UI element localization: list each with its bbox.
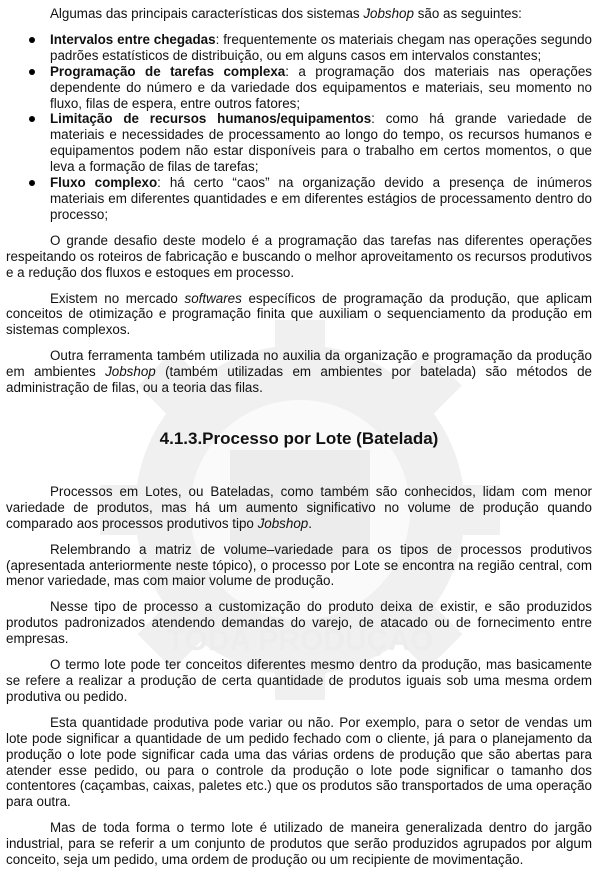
paragraph: Relembrando a matriz de volume–variedade para os tipos de processos produtivos (apresentada anteriormente neste tópico), o processo por Lote se encontra na região central, com menor variedade, mas com maior volume de produção. <box>6 541 592 589</box>
paragraph: Existem no mercado softwares específicos de programação da produção, que aplicam conceitos de otimização e programação finita que auxiliam o sequenciamento da produção em sistemas complexos. <box>6 290 592 338</box>
watermark-text: TODA PRODUÇÃO <box>166 624 434 657</box>
paragraph: Nesse tipo de processo a customização do produto deixa de existir, e são produzidos produtos padronizados atendendo demandas do varejo, de atacado ou de fornecimento entre empresas. <box>6 599 592 647</box>
paragraph: Processos em Lotes, ou Bateladas, como também são conhecidos, lidam com menor variedade de produtos, mas há um aumento significativo no volume de produção quando comparado aos processos produtivos tipo Jobshop. <box>6 483 592 531</box>
intro-paragraph: Algumas das principais características dos sistemas Jobshop são as seguintes: <box>50 6 522 21</box>
list-item: Programação de tarefas complexa: a programação dos materiais nas operações dependente do número e da variedade dos equipamentos e materiais, seu momento no fluxo, filas de espera, entre outros fatores; <box>50 63 592 111</box>
list-item: Fluxo complexo: há certo “caos” na organização devido a presença de inúmeros materiais em diferentes quantidades e em diferentes estágios de processamento dentro do processo; <box>50 175 593 222</box>
paragraph: Outra ferramenta também utilizada no auxilia da organização e programação da produção em ambientes Jobshop (também utilizadas em ambientes por batelada) são métodos de administração de filas, ou a teoria das filas. <box>6 348 592 396</box>
list-item: Intervalos entre chegadas: frequentemente os materiais chegam nas operações segundo padrões estatísticos de distribuição, ou em alguns casos em intervalos constantes; <box>50 31 592 63</box>
list-item: Limitação de recursos humanos/equipamentos: como há grande variedade de materiais e necessidades de processamento ao longo do tempo, os recursos humanos e equipamentos podem não estar disponíveis para o trabalho em certos momentos, o que leva a formação de filas de tarefas; <box>50 111 592 175</box>
paragraph: O termo lote pode ter conceitos diferentes mesmo dentro da produção, mas basicamente se refere a realizar a produção de certa quantidade de produtos iguais sob uma mesma ordem produtiva ou pedido. <box>6 657 592 704</box>
paragraph: Mas de toda forma o termo lote é utilizado de maneira generalizada dentro do jargão industrial, para se referir a um conjunto de produtos que serão produzidos agrupados por algum conceito, seja um pedido, uma ordem de produção ou um recipiente de movimentação. <box>6 820 592 868</box>
paragraph: Esta quantidade produtiva pode variar ou não. Por exemplo, para o setor de vendas um lote pode significar a quantidade de um pedido fechado com o cliente, já para o planejamento da produção o lote pode significar cada uma das várias ordens de produção que são abertas para atender esse pedido, ou para o controle da produção o lote pode significar o tamanho dos contentores (caçambas, caixas, paletes etc.) que os produtos são transportados de uma operação para outra. <box>6 714 592 810</box>
characteristics-list <box>6 32 592 223</box>
paragraph: O grande desafio deste modelo é a programação das tarefas nas diferentes operações respeitando os roteiros de fabricação e buscando o melhor aproveitamento os recursos produtivos e a redução dos fluxos e estoques em processo. <box>6 232 592 280</box>
section-heading: 4.1.3.Processo por Lote (Batelada) <box>159 428 439 448</box>
